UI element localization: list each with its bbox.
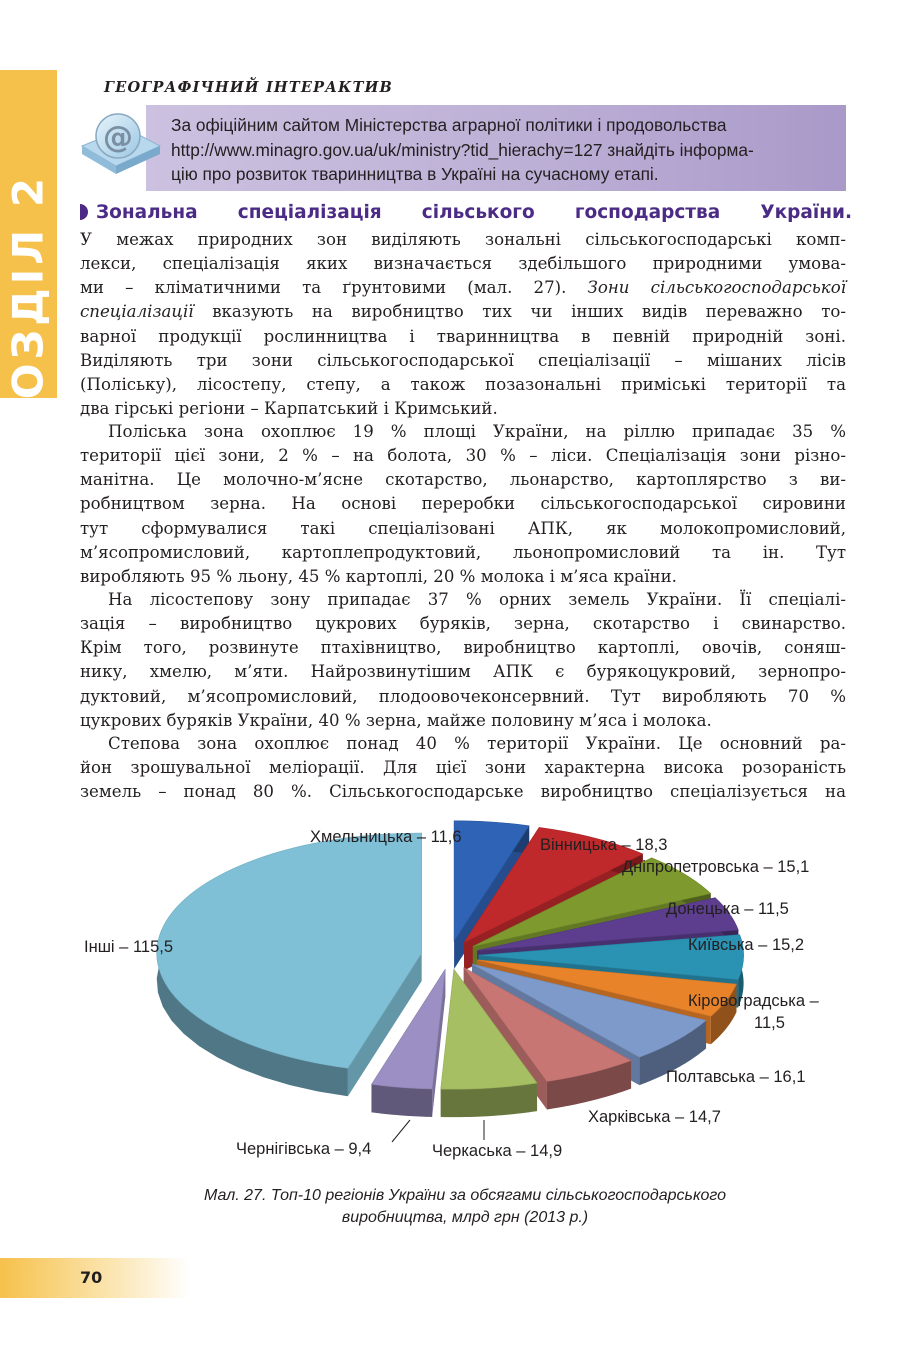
section-sidebar-label: РОЗДІЛ 2	[3, 173, 53, 435]
interactive-heading: ГЕОГРАФІЧНИЙ ІНТЕРАКТИВ	[104, 79, 393, 96]
text-line: дуктовий, м’ясопромисловий, плодоовочеконсервний. Тут виробляють 70 %	[80, 686, 846, 706]
section-title-text: Зональна спеціалізація сільського господарства України.	[96, 202, 852, 223]
paragraph-2	[80, 420, 846, 589]
text-line: Поліська зона охоплює 19 % площі України, на ріллю припадає 35 %	[108, 422, 846, 441]
text-line: варної продукції рослинництва і тваринництва в певній природній зоні.	[80, 326, 846, 346]
text-line: м’ясопромисловий, картоплепродуктовий, льонопромисловий та ін. Тут	[80, 542, 846, 562]
pie-leader-lines	[392, 1120, 484, 1142]
text-line: робництвом зерна. На основі переробки сільськогосподарської сировини	[80, 494, 846, 514]
pie-label-Харківська: Харківська – 14,7	[588, 1108, 721, 1126]
text-line: ми – кліматичними та ґрунтовими (мал. 27). Зони сільськогосподарської	[80, 278, 847, 298]
text-line: йон зрошувальної меліорації. Для цієї зони характерна висока розораність	[80, 758, 846, 778]
pie-label-Вінницька: Вінницька – 18,3	[540, 836, 668, 854]
pie-label-Чернігівська: Чернігівська – 9,4	[236, 1140, 372, 1158]
paragraph-3	[80, 588, 846, 733]
text-line: тут сформувалися такі спеціалізовані АПК, як молокопромисловий,	[80, 518, 846, 538]
section-sidebar	[0, 70, 57, 435]
section-bullet-icon	[80, 204, 88, 220]
pie-label-Інші: Інші – 115,5	[84, 938, 174, 956]
pie-label-Дніпропетровська: Дніпропетровська – 15,1	[622, 858, 810, 876]
email-at-icon	[76, 106, 166, 182]
text-line: земель – понад 80 %. Сільськогосподарське виробництво спеціалізується на	[80, 782, 846, 802]
text-line: два гірські регіони – Карпатський і Кримський.	[80, 399, 498, 419]
text-line: Крім того, розвинуте птахівництво, виробництво картоплі, овочів, соняш-	[80, 638, 846, 658]
text-line: Виділяють три зони сільськогосподарської спеціалізації – мішаних лісів	[80, 350, 846, 370]
text-line: виробляють 95 % льону, 45 % картоплі, 20 % молока і м’яса країни.	[80, 566, 677, 586]
text-line: спеціалізації вказують на виробництво тих чи інших видів переважно то-	[80, 302, 846, 322]
paragraph-1	[80, 228, 846, 421]
text-line: цукрових буряків України, 40 % зерна, майже половину м’яса і молока.	[80, 710, 712, 730]
text-line: У межах природних зон виділяють зональні сільськогосподарські комп-	[80, 230, 846, 249]
pie-label-Полтавська: Полтавська – 16,1	[666, 1068, 806, 1086]
pie-label-Хмельницька: Хмельницька – 11,6	[310, 828, 462, 846]
pie-label-Донецька: Донецька – 11,5	[666, 900, 789, 918]
text-line: (Поліську), лісостепу, степу, а також позазональні приміські території та	[80, 374, 846, 394]
text-line: На лісостепову зону припадає 37 % орних земель України. Її спеціалі-	[108, 590, 846, 609]
svg-text:@: @	[103, 120, 133, 155]
pie-label-Кіровоградська: Кіровоградська – 11,5	[688, 992, 819, 1032]
text-line: манітна. Це молочно-м’ясне скотарство, льонарство, картоплярство з ви-	[80, 470, 846, 490]
figure-caption: Мал. 27. Топ-10 регіонів України за обсягами сільськогосподарського виробництва, млрд грн (2013 р.)	[204, 1187, 726, 1226]
pie-label-Черкаська: Черкаська – 14,9	[432, 1142, 563, 1160]
interactive-text: За офіційним сайтом Міністерства аграрної політики і продовольства http://www.minagro.gov.ua/uk/ministry?tid_hierachy=127 знайдіть інформа- цію про розвиток тваринництва в Україні на сучасному етапі.	[171, 115, 754, 184]
page-number: 70	[80, 1268, 103, 1287]
text-line: території цієї зони, 2 % – на болота, 30 % – ліси. Спеціалізація зони різно-	[80, 446, 846, 466]
text-line: лекси, спеціалізація яких визначається здебільшого природними умова-	[80, 254, 846, 274]
section-title	[80, 202, 852, 223]
leader-line	[392, 1120, 410, 1142]
pie-label-Київська: Київська – 15,2	[688, 936, 805, 954]
pie-chart	[40, 820, 870, 1170]
text-line: нику, хмелю, м’яти. Найрозвинутішим АПК є бурякоцукровий, зернопро-	[80, 662, 846, 682]
paragraph-4	[80, 732, 846, 804]
pie-slice-Інші	[157, 833, 422, 1096]
text-line: зація – виробництво цукрових буряків, зерна, скотарство і свинарство.	[80, 614, 846, 634]
text-line: Степова зона охоплює понад 40 % території України. Це основний ра-	[108, 734, 846, 753]
